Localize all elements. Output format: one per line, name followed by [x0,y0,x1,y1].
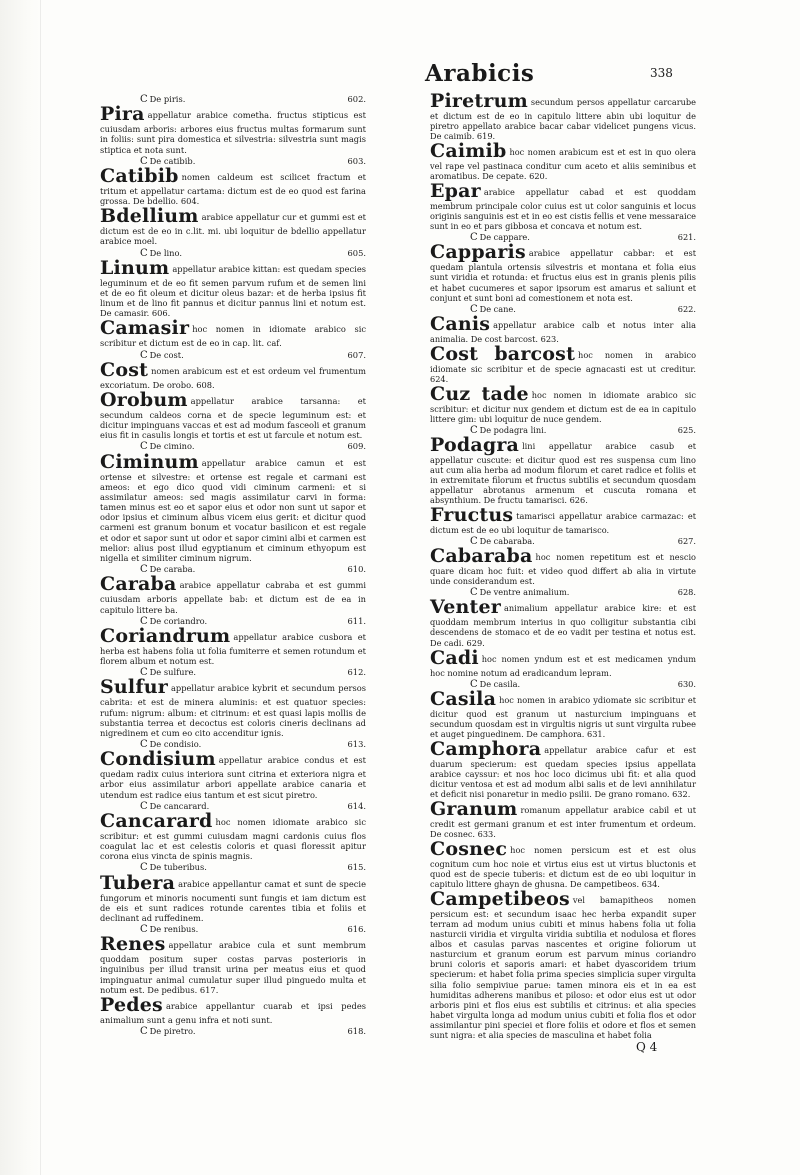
dictionary-entry [100,207,366,246]
entry-text: vel bamapitheos nomen persicum est: et secundum isaac hec herba expandit super terram ad modum unius cubiti et minus habens folia ut folia nasturcii viridia et virgulta viridia subtilia et nodulosa et flores albos et casulas parvas nascentes et origine foliorum ut nasturcium et granum eorum est parvum minus coriandro bruni coloris et saporis amari: et habet dyascoridem trium specierum: et habet folia prima species simplicia super virgulta silia folio sempiviue parue: tamen minora eis et in ea est humiditas adherens manibus et piloso: et odor eius est ut odor arboris pini et flos eius est subtilis et citrinus: et alia species habet virgulta longa ad modum unius cubiti et folia flos et odor assimilantur pini speciei et flore foliis et odore et flos et semen sunt nigra: et alia species de masculina et habet folia [430,895,696,1040]
entry-number: 612. [347,667,366,678]
cross-reference-line [100,1026,366,1037]
entry-text: arabice appellatur cur et gummi est et dictum est de eo in c.lit. mi. ubi loquitur de bdellio appellatur arabice moel. [100,212,366,247]
dictionary-entry [100,358,366,390]
entry-headword: Granum [430,797,518,820]
entry-headword: Ciminum [100,450,199,473]
entry-number: 627. [677,536,696,547]
entry-text: tamarisci appellatur arabice carmazac: et dictum est de eo ubi loquitur de tamarisco. [430,511,696,536]
cross-reference-text: De cane. [479,303,516,314]
entry-text: arabice appellatur cabbar: et est quedam plantula ortensis silvestris et montana et folia eius sunt viridia et rotunda: et fructus eius est in granis plenis pilis et habet cucumeres et sapor ipsorum est amarus et saliunt et conjunt et sunt boni ad comestionem et nota est. [430,248,696,303]
pilcrow-icon: C [470,536,478,548]
pilcrow-icon: C [470,678,478,690]
dictionary-entry [430,142,696,181]
pilcrow-icon: C [140,924,148,936]
entry-headword: Camasir [100,317,190,340]
entry-headword: Canis [430,312,491,335]
entry-headword: Bdellium [100,205,199,228]
dictionary-entry [430,182,696,231]
pilcrow-icon: C [140,615,148,627]
entry-text: lini appellatur arabice casub et appellatur cuscute: et dicitur quod est res suspensa cum lino aut cum alia herba ad modum filorum et caret radice et foliis et in extremitate filorum et fructus subtilis et secundum quosdam appellatur abrotanus armenum et cuscuta romana et absynthium. De fructu tamarisci. 626. [430,440,696,506]
entry-text: appellatur arabice cusbora et herba est habens folia ut folia fumiterre et semen rotundum et florem album et notum est. [100,631,366,667]
entry-headword: Caimib [430,140,507,163]
entry-headword: Cost [100,358,149,381]
pilcrow-icon: C [470,424,478,436]
dictionary-entry [430,598,696,647]
dictionary-entry [100,750,366,800]
entry-headword: Epar [430,180,481,203]
entry-number: 625. [677,424,696,435]
entry-text: hoc nomen in idiomate arabico sic scribitur: et dicitur nux gendem et dictum est de ea in capitulo littere gim: ubi loquitur de nuce gendem. [430,389,696,424]
entry-text: appellatur arabice cafur et est duarum specierum: est quedam species ipsius appellata arabice cayssur: et nos hoc loco dicimus ubi fit: et alia quod dicitur ventosa et est ad modum albi salis et de levi annihilatur et deficit nisi ponaretur in medio psilii. De grano romano. 632. [430,744,696,799]
cross-reference-text: De casila. [479,678,521,689]
entry-text: nomen arabicum est et est ordeum vel frumentum excoriatum. De orobo. 608. [100,365,366,390]
entry-headword: Cost barcost [430,342,576,365]
entry-text: hoc nomen in arabico idiomate sic scribitur et de specie agnacasti est ut creditur. 624. [430,349,696,384]
pilcrow-icon: C [140,1026,148,1038]
entry-text: arabice appellatur cabad et est quoddam membrum principale color cuius est ut color sanguinis et locus originis sanguinis est et in eo est cistis fellis et vene messaraice sunt in eo et pars gibbosa et concava et notum est. [430,187,697,232]
cross-reference-text: De tuberibus. [149,862,207,873]
cross-reference-text: De renibus. [149,924,199,935]
cross-reference-text: De caraba. [149,564,196,575]
entry-text: hoc nomen repetitum est et nescio quare dicam hoc fuit: et video quod differt ab alia in virtute unde considerandum est. [430,552,696,587]
cross-reference-text: De catibib. [149,155,196,166]
dictionary-entry [430,737,696,799]
entry-headword: Cancarard [100,809,213,832]
pilcrow-icon: C [140,800,148,812]
dictionary-entry [100,624,366,667]
entry-headword: Cuz tade [430,382,529,405]
entry-headword: Linum [100,256,170,279]
entry-headword: Podagra [430,433,520,456]
left-text-column [100,94,366,1037]
cross-reference-text: De cost. [149,349,184,360]
entry-text: appellatur arabice camun et est ortense et silvestre: et ortense est regale et carmani est ameos: et ego dico quod vidi ciminum carmeni: et si assimilatur ameos: sed magis assimilatur carvi in forma: tamen minus est eo et sapor eius et odor non sunt ut sapor et odor ipsius et ciminum albus vicem eius gerit: et dicitur quod carmeni est granum bonum et vocatur basilicon et est regale et odor et sapor sunt ut odor et sapor cimini albi et carmen est melior: alius post illud egyptianum et ciminum ethyopum est nigella et similiter ciminum nigrum. [100,457,366,563]
pilcrow-icon: C [140,564,148,576]
entry-headword: Sulfur [100,676,168,699]
dictionary-entry [100,450,366,564]
entry-text: arabice appellatur cabraba et est gummi cuiusdam arboris appellate bab: et dictum est de ea in capitulo littere ba. [100,580,366,615]
entry-headword: Fructus [430,504,514,527]
entry-headword: Orobum [100,388,188,411]
dictionary-entry [430,433,696,506]
cross-reference-text: De sulfure. [149,667,197,678]
entry-text: arabice appellantur camat et sunt de specie fungorum et minoris nocumenti sunt fungis et iam dictum est de eis et sunt radices rotunde carentes tibia et foliis et declinant ad ruffedinem. [100,878,366,923]
dictionary-entry [100,164,366,207]
cross-reference-text: De cabaraba. [479,536,535,547]
cross-reference-text: De cappare. [479,232,530,243]
entry-number: 603. [347,155,366,166]
entry-number: 614. [347,800,366,811]
entry-number: 613. [347,739,366,750]
entry-number: 610. [347,564,366,575]
entry-number: 622. [677,303,696,314]
entry-number: 621. [677,232,696,243]
cross-reference-text: De coriandro. [149,615,208,626]
folio-number: 338 [650,66,673,80]
pilcrow-icon: C [140,155,148,167]
cross-reference-text: De ventre animalium. [479,587,570,598]
entry-headword: Capparis [430,241,526,264]
dictionary-entry [430,797,696,840]
entry-text: animalium appellatur arabice kire: et est quoddam membrum interius in quo colligitur substantia cibi descendens de stomaco et de eo vadit per testina et notus est. De cadi. 629. [430,603,696,648]
entry-text: arabice appellantur cuarab et ipsi pedes animalium sunt a genu infra et noti sunt. [100,1000,366,1025]
dictionary-entry [100,388,366,441]
entry-headword: Caraba [100,573,177,596]
entry-text: appellatur arabice cometha. fructus stipticus est cuiusdam arboris: arbores eius fructus multas formarum sunt in foliis: sunt pira domestica et silvestria: silvestria sunt magis stiptica et nota sunt. [100,110,366,155]
page-gutter [0,0,41,1175]
entry-text: appellatur arabice condus et est quedam radix cuius interiora sunt citrina et exteriora nigra et arbor eius assimilatur arbori appellate arabice canaria et utendum est radice eius tantum et est sicut piretro. [100,755,366,800]
entry-text: hoc nomen in idiomate arabico sic scribitur et dictum est de eo in cap. lit. caf. [100,324,366,349]
entry-headword: Campetibeos [430,888,570,911]
entry-headword: Coriandrum [100,624,231,647]
running-title: Arabicis [425,60,535,87]
entry-text: hoc nomen yndum est et est medicamen yndum hoc nomine notum ad eradicandum lepram. [430,653,696,678]
entry-headword: Casila [430,687,497,710]
entry-headword: Cosnec [430,838,508,861]
pilcrow-icon: C [470,303,478,315]
dictionary-entry [100,319,366,348]
entry-text: hoc nomen persicum est et est olus cognitum cum hoc noie et virtus eius est ut virtus bluctonis et quod est de specie tuberis: et dictum est de eo ubi loquitur in capitulo littere ghayn de ghusna. De campetibeos. 634. [430,845,696,890]
dictionary-entry [100,256,366,319]
dictionary-entry [430,506,696,535]
entry-headword: Venter [430,596,501,619]
signature-mark: Q 4 [636,1040,658,1054]
entry-headword: Pira [100,103,145,126]
entry-headword: Condisium [100,748,216,771]
entry-number: 605. [347,247,366,258]
pilcrow-icon: C [140,349,148,361]
dictionary-entry [100,105,366,155]
entry-headword: Camphora [430,737,542,760]
dictionary-entry [100,575,366,614]
dictionary-entry [430,840,696,889]
pilcrow-icon: C [140,862,148,874]
entry-number: 616. [347,924,366,935]
entry-text: romanum appellatur arabice cabil et ut credit est germani granum et est inter frumentum et ordeum. De cosnec. 633. [430,804,696,840]
pilcrow-icon: C [140,247,148,259]
entry-text: appellatur arabice kybrit et secundum persos cabrita: et est de minera aluminis: et est quatuor species: rufum: nigrum: album: et citrinum: et est quasi lapis mollis de substantia terrea et decoctus est coloris cineris declinans ad nigredinem et cum eo cito accenditur ignis. [100,683,366,738]
dictionary-entry [430,687,696,739]
dictionary-entry [430,890,696,1040]
pilcrow-icon: C [140,739,148,751]
cross-reference-text: De cimino. [149,441,195,452]
entry-number: 611. [347,615,366,626]
dictionary-entry [430,243,696,302]
entry-number: 607. [347,349,366,360]
entry-headword: Pedes [100,993,163,1016]
dictionary-entry [430,92,696,141]
entry-number: 630. [677,678,696,689]
pilcrow-icon: C [470,587,478,599]
right-text-column [430,92,696,1041]
dictionary-entry [430,646,696,678]
dictionary-entry [100,809,366,862]
entry-text: secundum persos appellatur carcarube et dictum est de eo in capitulo littere abin ubi loquitur de piretro appellato arabice bacar cabar videlicet pungens vicus. De caimib. 619. [430,97,696,142]
cross-reference-text: De cancarard. [149,800,210,811]
entry-text: hoc nomen idiomate arabico sic scribitur: et est gummi cuiusdam magni cardonis cuius flos coagulat lac et est celestis coloris et quasi floressit apitur corona eius vincta de spinis magnis. [100,816,366,862]
dictionary-entry [100,993,366,1025]
entry-number: 628. [677,587,696,598]
cross-reference-text: De piretro. [149,1026,196,1037]
entry-number: 609. [347,441,366,452]
entry-number: 615. [347,862,366,873]
entry-headword: Cadi [430,646,479,669]
entry-headword: Catibib [100,164,179,187]
entry-number: 618. [347,1026,366,1037]
pilcrow-icon: C [140,667,148,679]
pilcrow-icon: C [470,232,478,244]
entry-text: appellatur arabice tarsanna: et secundum caldeos corna et de specie leguminum est: et dicitur impinguans vaccas et est ad modum fasceoli et granum eius fit in casulis longis et tortis et est ut farcule et notum est. [100,395,366,441]
entry-headword: Cabaraba [430,545,533,568]
entry-text: nomen caldeum est scilicet fractum et tritum et appellatur cartama: dictum est de eo quod est farina grossa. De bdellio. 604. [100,171,366,207]
entry-text: hoc nomen in arabico ydiomate sic scribitur et dicitur quod est granum ut nasturcium impinguans et secundum quosdam est in virgultis nigris ut sunt virgulta rubee et auget pinguedinem. De camphora. 631. [430,694,696,739]
cross-reference-text: De lino. [149,247,182,258]
cross-reference-text: De condisio. [149,739,202,750]
entry-text: appellatur arabice kittan: est quedam species leguminum et de eo fit semen parvum rufum et de semen lini et de eo fit oleum et dicitur oleus bazar: et de herba ipsius fit linum et de lino fit pannus et dicitur pannus lini et notum est. De camasir. 606. [100,263,366,319]
entry-headword: Tubera [100,871,176,894]
entry-headword: Renes [100,933,166,956]
dictionary-entry [100,935,366,995]
pilcrow-icon: C [140,441,148,453]
dictionary-entry [430,342,696,384]
dictionary-entry [430,547,696,586]
entry-headword: Piretrum [430,90,528,112]
dictionary-entry [100,871,366,924]
entry-text: appellatur arabice cula et sunt membrum quoddam positum super costas parvas posterioris in inguinibus per illud transit urina per meatus eius et quod impinguatur animal cumulatur super illud pinguedo multa et notum est. De pedibus. 617. [100,940,366,995]
cross-reference-text: De podagra lini. [479,424,547,435]
pilcrow-icon: C [140,94,148,105]
dictionary-entry [430,382,696,424]
entry-text: appellatur arabice calb et notus inter alia animalia. De cost barcost. 623. [430,319,696,344]
entry-number: 602. [347,94,366,104]
entry-text: hoc nomen arabicum est et est in quo olera vel rape vel pastinaca conditur cum aceto et aliis seminibus et aromatibus. De cepate. 620. [430,147,696,182]
dictionary-entry [430,312,696,344]
cross-reference-text: De piris. [149,94,186,104]
dictionary-entry [100,678,366,738]
